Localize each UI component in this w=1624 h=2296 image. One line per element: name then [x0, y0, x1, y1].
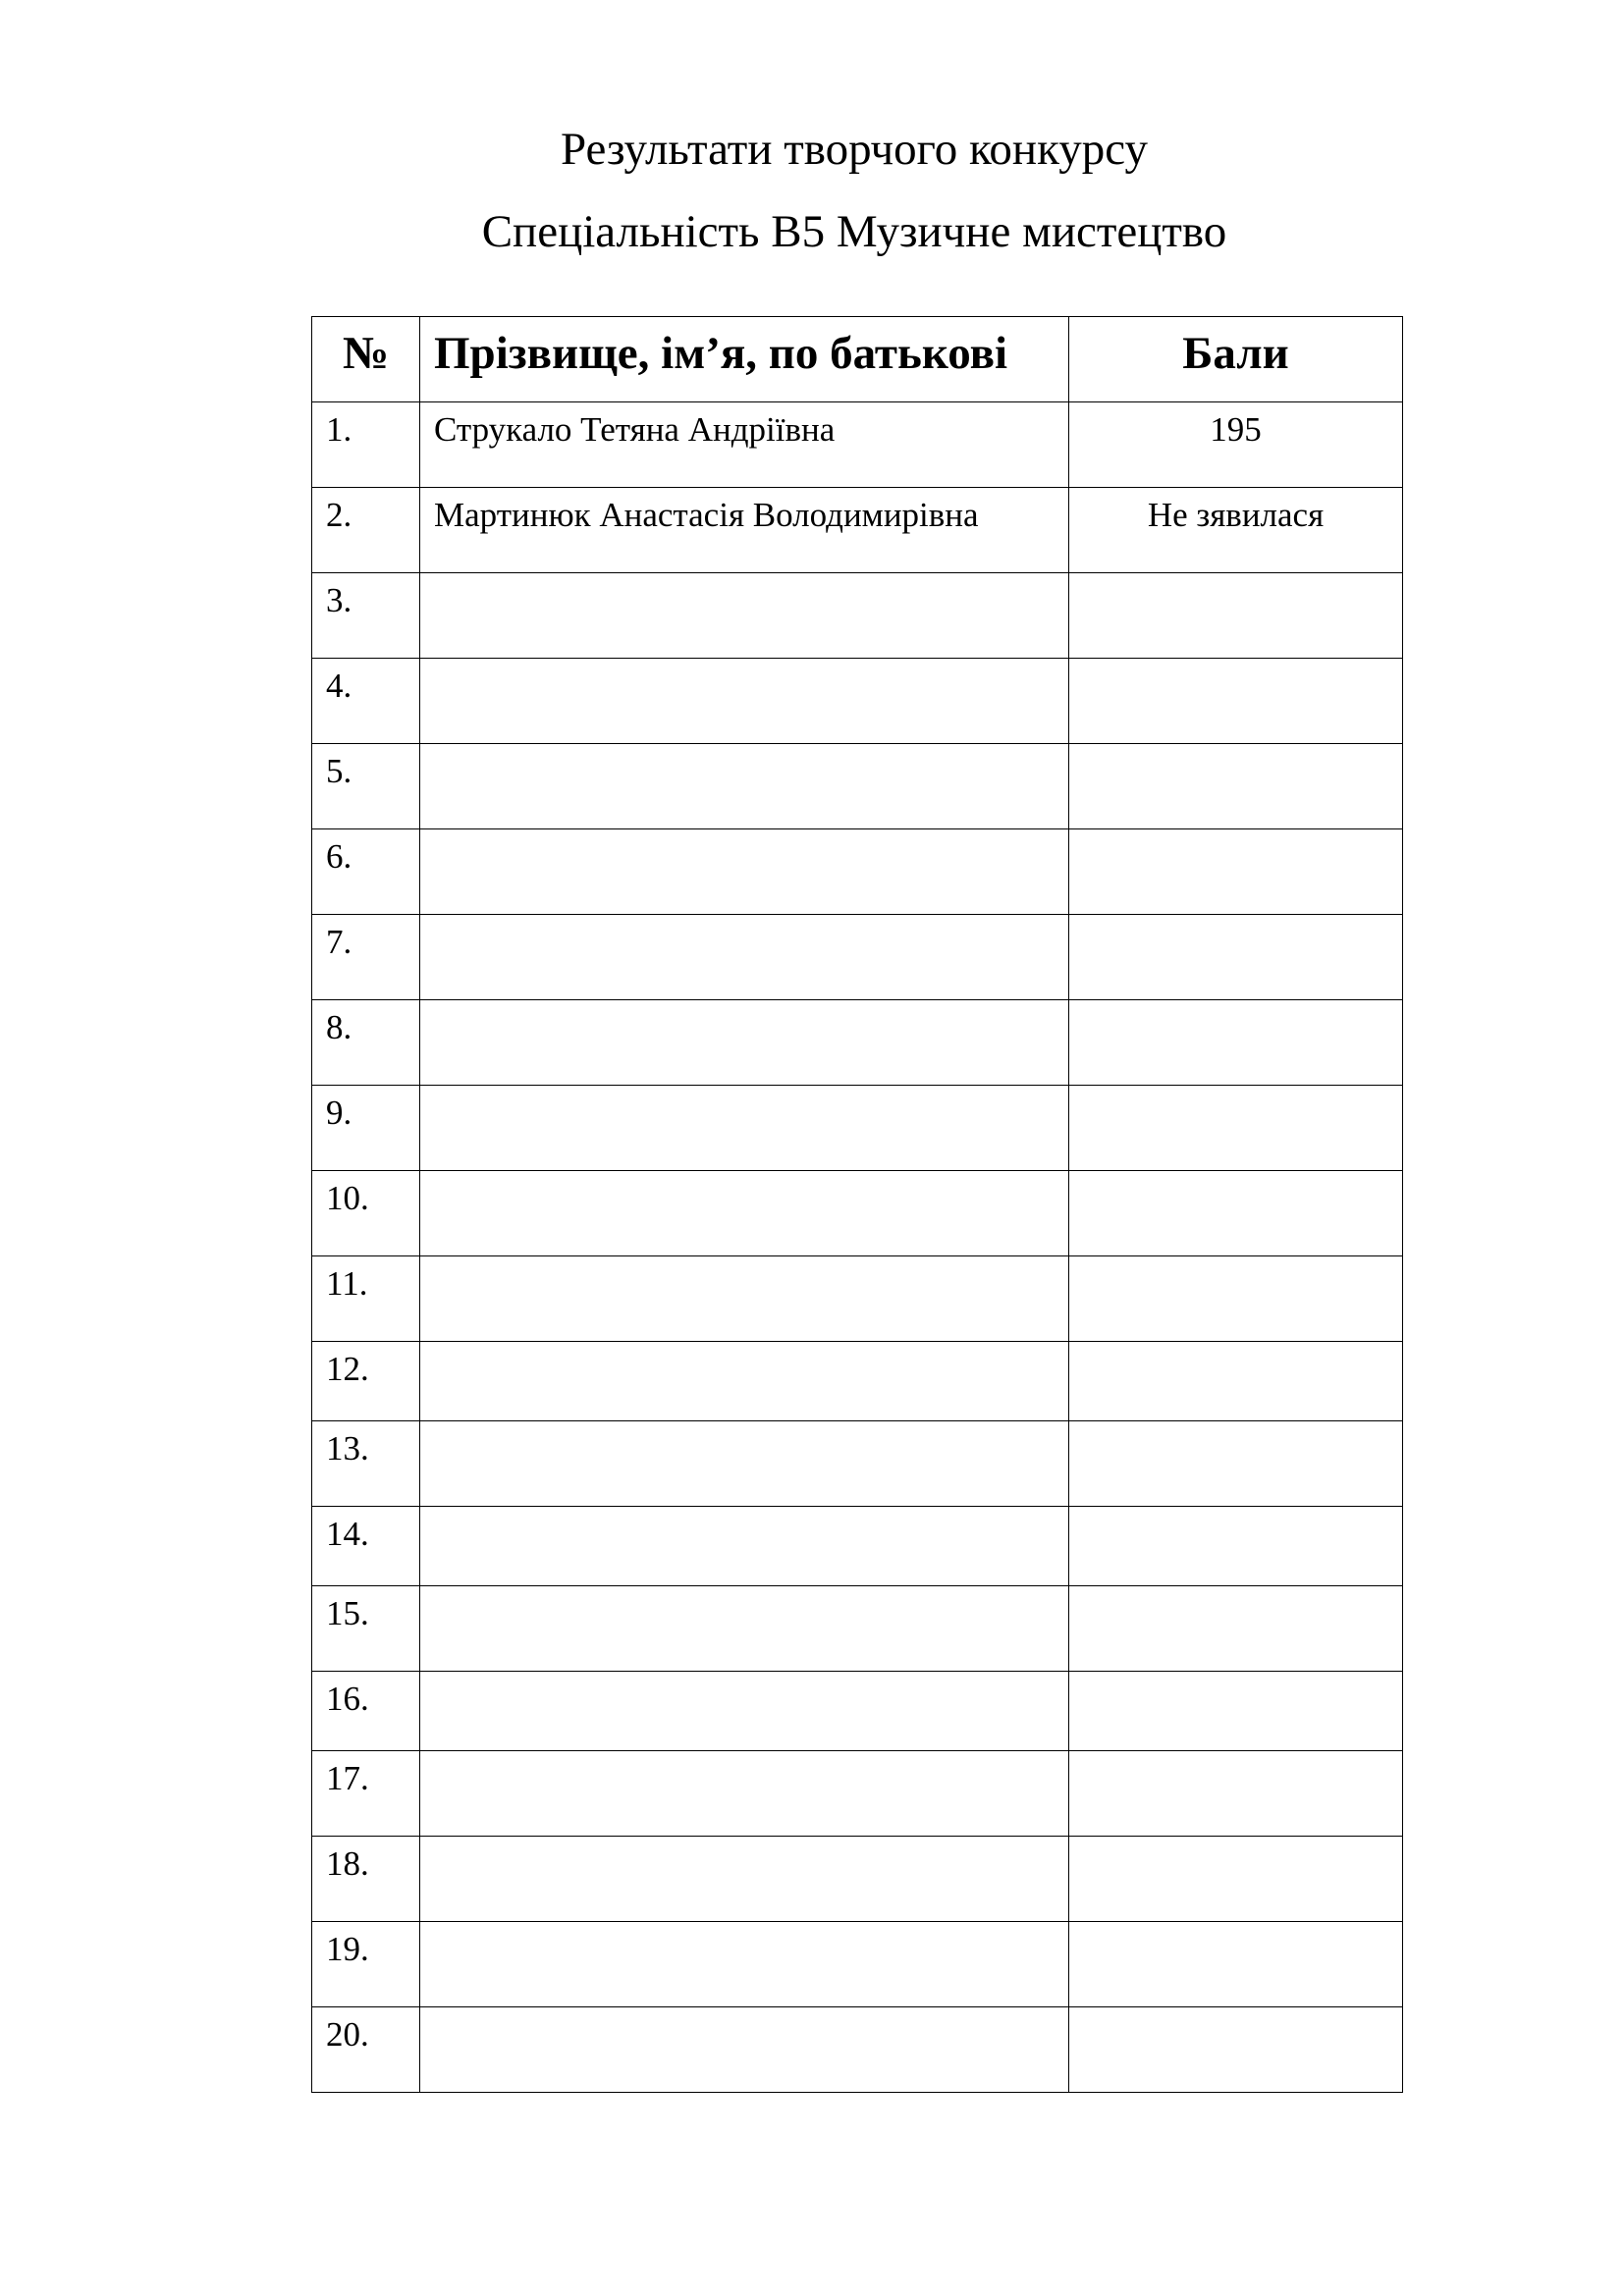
row-score	[1069, 1922, 1403, 2007]
row-score	[1069, 1256, 1403, 1342]
row-name	[420, 659, 1069, 744]
header-score: Бали	[1069, 317, 1403, 402]
table-row	[312, 1086, 1403, 1171]
row-number: 12.	[312, 1342, 420, 1421]
row-name	[420, 1586, 1069, 1672]
row-name	[420, 744, 1069, 829]
table-row	[312, 1171, 1403, 1256]
row-number: 10.	[312, 1171, 420, 1256]
row-number: 8.	[312, 1000, 420, 1086]
row-name	[420, 1171, 1069, 1256]
document-title-block	[0, 108, 1624, 273]
row-number: 14.	[312, 1507, 420, 1586]
row-score	[1069, 1507, 1403, 1586]
row-number: 3.	[312, 573, 420, 659]
table-row	[312, 488, 1403, 573]
row-name	[420, 1342, 1069, 1421]
table-row	[312, 1837, 1403, 1922]
table-row	[312, 1672, 1403, 1751]
row-name	[420, 1256, 1069, 1342]
row-score: Не зявилася	[1069, 488, 1403, 573]
row-name: Струкало Тетяна Андріївна	[420, 402, 1069, 488]
row-number: 19.	[312, 1922, 420, 2007]
row-score	[1069, 915, 1403, 1000]
row-score	[1069, 1421, 1403, 1507]
row-number: 7.	[312, 915, 420, 1000]
row-score	[1069, 2007, 1403, 2093]
row-name	[420, 1672, 1069, 1751]
row-number: 9.	[312, 1086, 420, 1171]
row-name	[420, 1837, 1069, 1922]
row-name	[420, 829, 1069, 915]
row-score	[1069, 1342, 1403, 1421]
table-row	[312, 1000, 1403, 1086]
row-number: 2.	[312, 488, 420, 573]
row-number: 16.	[312, 1672, 420, 1751]
table-row	[312, 1586, 1403, 1672]
row-score	[1069, 659, 1403, 744]
row-number: 6.	[312, 829, 420, 915]
header-name: Прізвище, ім’я, по батькові	[420, 317, 1069, 402]
table-row	[312, 1922, 1403, 2007]
table-row	[312, 1256, 1403, 1342]
table-row	[312, 2007, 1403, 2093]
row-score	[1069, 829, 1403, 915]
row-score	[1069, 1751, 1403, 1837]
table-row	[312, 659, 1403, 744]
table-row	[312, 744, 1403, 829]
row-name	[420, 1922, 1069, 2007]
row-score	[1069, 1000, 1403, 1086]
row-number: 11.	[312, 1256, 420, 1342]
row-score	[1069, 573, 1403, 659]
row-score	[1069, 1086, 1403, 1171]
row-score	[1069, 1837, 1403, 1922]
row-number: 20.	[312, 2007, 420, 2093]
results-table	[311, 316, 1403, 2093]
document-title: Результати творчого конкурсу	[560, 124, 1148, 175]
table-row	[312, 915, 1403, 1000]
table-row	[312, 573, 1403, 659]
row-name	[420, 1751, 1069, 1837]
row-name	[420, 2007, 1069, 2093]
row-name: Мартинюк Анастасія Володимирівна	[420, 488, 1069, 573]
table-body	[312, 402, 1403, 2093]
table-row	[312, 1342, 1403, 1421]
row-number: 5.	[312, 744, 420, 829]
row-name	[420, 1000, 1069, 1086]
table-row	[312, 1421, 1403, 1507]
row-number: 17.	[312, 1751, 420, 1837]
row-score	[1069, 1586, 1403, 1672]
row-name	[420, 573, 1069, 659]
row-name	[420, 1421, 1069, 1507]
document-subtitle: Спеціальність B5 Музичне мистецтво	[481, 206, 1227, 257]
row-number: 15.	[312, 1586, 420, 1672]
row-name	[420, 1507, 1069, 1586]
row-score: 195	[1069, 402, 1403, 488]
table-row	[312, 1507, 1403, 1586]
row-number: 4.	[312, 659, 420, 744]
row-number: 1.	[312, 402, 420, 488]
table-row	[312, 829, 1403, 915]
row-score	[1069, 1171, 1403, 1256]
row-number: 13.	[312, 1421, 420, 1507]
table-header-row	[312, 317, 1403, 402]
row-number: 18.	[312, 1837, 420, 1922]
row-score	[1069, 1672, 1403, 1751]
table-row	[312, 402, 1403, 488]
row-name	[420, 915, 1069, 1000]
header-number: №	[312, 317, 420, 402]
table-row	[312, 1751, 1403, 1837]
row-score	[1069, 744, 1403, 829]
row-name	[420, 1086, 1069, 1171]
